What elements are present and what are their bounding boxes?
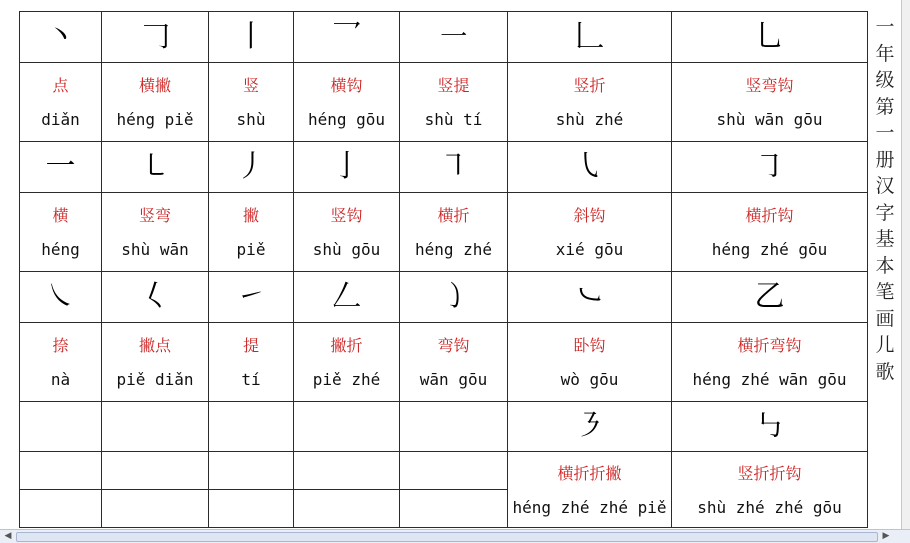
stroke-pinyin: shù wān — [121, 240, 189, 259]
stroke-info-cell — [294, 193, 400, 272]
stroke-glyph: 𡿨 — [140, 279, 170, 314]
stroke-info-cell — [400, 193, 508, 272]
stroke-glyph: 亅 — [331, 149, 362, 184]
stroke-info-cell — [294, 323, 400, 402]
title-char: 第 — [875, 95, 895, 118]
stroke-pinyin: wò gōu — [560, 370, 619, 389]
stroke-info-cell — [508, 323, 672, 402]
stroke-pinyin: piě — [236, 240, 266, 259]
stroke-name: 竖弯 — [138, 206, 171, 225]
stroke-glyph: 丨 — [236, 19, 266, 54]
empty-cell — [102, 402, 209, 452]
stroke-name: 竖弯钩 — [745, 76, 794, 95]
stroke-glyph-cell — [102, 142, 209, 193]
scroll-right-arrow-icon[interactable]: ▶ — [882, 531, 890, 541]
stroke-glyph-cell — [672, 12, 868, 63]
stroke-pinyin: shù tí — [424, 110, 483, 129]
empty-cell — [20, 490, 102, 528]
stroke-glyph-cell — [294, 12, 400, 63]
title-char: 笔 — [875, 281, 895, 303]
stroke-pinyin: piě zhé — [312, 370, 381, 389]
stroke-pinyin: shù zhé — [555, 110, 624, 129]
stroke-glyph-cell — [672, 142, 868, 193]
title-char: 字 — [875, 201, 895, 224]
stroke-glyph: 丿 — [236, 149, 266, 184]
stroke-name: 提 — [242, 336, 259, 355]
stroke-info-cell — [672, 63, 868, 142]
stroke-pinyin: héng zhé gōu — [711, 240, 828, 259]
stroke-glyph: 乙 — [754, 279, 785, 314]
title-char: 级 — [875, 69, 895, 91]
empty-cell — [209, 402, 294, 452]
stroke-pinyin: xié gōu — [555, 240, 624, 259]
stroke-glyph: ㇏ — [45, 279, 76, 314]
stroke-info-cell — [20, 323, 102, 402]
empty-cell — [400, 452, 508, 490]
stroke-name: 横折 — [437, 206, 470, 225]
stroke-glyph: 𠃋 — [331, 279, 362, 314]
empty-cell — [294, 402, 400, 452]
stroke-glyph-cell — [508, 402, 672, 452]
stroke-glyph: ㇃ — [574, 279, 605, 314]
stroke-glyph-cell — [102, 12, 209, 63]
stroke-glyph-cell — [20, 142, 102, 193]
stroke-glyph-cell — [672, 272, 868, 323]
stroke-glyph: ㇐ — [438, 19, 469, 54]
empty-cell — [400, 402, 508, 452]
stroke-glyph-cell — [294, 272, 400, 323]
stroke-glyph-cell — [102, 272, 209, 323]
stroke-glyph: 𠃊 — [574, 19, 605, 54]
title-char: 本 — [875, 254, 895, 277]
stroke-info-cell — [102, 63, 209, 142]
stroke-info-cell — [508, 63, 672, 142]
stroke-info-cell — [102, 323, 209, 402]
stroke-name: 弯钩 — [437, 336, 470, 355]
stroke-glyph: ㇀ — [236, 279, 266, 314]
stroke-name: 捺 — [52, 336, 69, 355]
stroke-pinyin: shù zhé zhé gōu — [697, 497, 842, 517]
stroke-glyph: 乛 — [331, 19, 362, 54]
vertical-scrollbar[interactable] — [901, 0, 910, 529]
stroke-glyph: ㇉ — [754, 408, 785, 444]
stroke-name: 横折钩 — [745, 206, 794, 225]
stroke-name: 竖钩 — [330, 206, 363, 225]
stroke-name: 横折折撇 — [557, 463, 622, 483]
stroke-glyph-cell — [400, 272, 508, 323]
stroke-glyph: 𠃌 — [140, 19, 170, 54]
stroke-glyph: ㇁ — [438, 279, 469, 314]
info-row-2 — [20, 193, 868, 272]
stroke-name: 横钩 — [330, 76, 363, 95]
stroke-glyph-cell — [20, 272, 102, 323]
title-char: 儿 — [875, 334, 895, 356]
stroke-pinyin: shù — [236, 110, 266, 129]
info-row-1 — [20, 63, 868, 142]
empty-cell — [102, 452, 209, 490]
info-row-3 — [20, 323, 868, 402]
glyph-row-1 — [20, 12, 868, 63]
stroke-glyph: 乚 — [754, 19, 785, 54]
scrollbar-thumb[interactable] — [16, 532, 878, 542]
stroke-info-cell — [209, 63, 294, 142]
stroke-glyph: 一 — [45, 149, 76, 184]
stroke-name: 点 — [52, 76, 69, 95]
glyph-row-4 — [20, 402, 868, 452]
title-char: 基 — [875, 228, 895, 250]
glyph-row-3 — [20, 272, 868, 323]
stroke-pinyin: héng — [41, 240, 80, 259]
stroke-glyph: ㇆ — [754, 149, 785, 184]
stroke-name: 竖折折钩 — [737, 463, 802, 483]
empty-cell — [294, 452, 400, 490]
stroke-pinyin: nà — [50, 370, 71, 389]
stroke-name: 竖 — [242, 76, 259, 95]
stroke-glyph: ㇋ — [574, 408, 605, 444]
stroke-glyph-cell — [209, 142, 294, 193]
stroke-info-cell — [209, 193, 294, 272]
stroke-info-cell — [672, 193, 868, 272]
stroke-glyph-cell — [508, 272, 672, 323]
empty-cell — [20, 402, 102, 452]
stroke-glyph-cell — [400, 12, 508, 63]
empty-cell — [20, 452, 102, 490]
empty-cell — [400, 490, 508, 528]
title-char: 年 — [875, 42, 895, 65]
stroke-info-cell — [508, 452, 672, 528]
empty-cell — [209, 452, 294, 490]
stroke-glyph-cell — [209, 12, 294, 63]
stroke-name: 竖折 — [573, 76, 606, 95]
stroke-pinyin: shù wān gōu — [716, 110, 823, 129]
stroke-name: 横撇 — [138, 76, 171, 95]
stroke-glyph: ㇕ — [438, 149, 469, 184]
strokes-table — [19, 11, 868, 528]
stroke-pinyin: piě diǎn — [116, 370, 194, 389]
stroke-info-cell — [400, 323, 508, 402]
stroke-name: 撇点 — [138, 336, 171, 355]
empty-cell — [294, 490, 400, 528]
stroke-pinyin: héng zhé wān gōu — [692, 370, 847, 389]
glyph-row-2 — [20, 142, 868, 193]
stroke-info-cell — [20, 63, 102, 142]
stroke-pinyin: wān gōu — [419, 370, 488, 389]
title-char: 一 — [875, 122, 895, 144]
stroke-info-cell — [102, 193, 209, 272]
stroke-glyph-cell — [508, 12, 672, 63]
stroke-info-cell — [508, 193, 672, 272]
stroke-info-cell — [672, 452, 868, 528]
stroke-glyph-cell — [20, 12, 102, 63]
scroll-left-arrow-icon[interactable]: ◀ — [4, 531, 12, 541]
stroke-info-cell — [294, 63, 400, 142]
stroke-glyph: 丶 — [45, 19, 76, 54]
stroke-pinyin: héng zhé — [414, 240, 493, 259]
title-char: 歌 — [875, 360, 895, 383]
stroke-pinyin: shù gōu — [312, 240, 381, 259]
stroke-info-cell — [209, 323, 294, 402]
horizontal-scrollbar[interactable] — [0, 529, 910, 543]
stroke-info-cell — [400, 63, 508, 142]
stroke-name: 竖提 — [437, 76, 470, 95]
stroke-glyph: ㇂ — [574, 149, 605, 184]
title-char: 册 — [875, 148, 895, 171]
stroke-name: 横 — [52, 206, 69, 225]
stroke-name: 横折弯钩 — [737, 336, 802, 355]
stroke-name: 撇 — [242, 206, 259, 225]
stroke-name: 斜钩 — [573, 206, 606, 225]
stroke-name: 撇折 — [330, 336, 363, 355]
stroke-pinyin: diǎn — [41, 110, 80, 129]
empty-cell — [102, 490, 209, 528]
empty-cell — [209, 490, 294, 528]
stroke-glyph-cell — [400, 142, 508, 193]
stroke-pinyin: héng zhé zhé piě — [512, 497, 667, 517]
stroke-glyph-cell — [672, 402, 868, 452]
vertical-title — [871, 14, 899, 385]
stroke-glyph: ㇄ — [140, 149, 170, 184]
title-char: 画 — [875, 307, 895, 330]
title-char: 一 — [875, 16, 895, 38]
title-char: 汉 — [875, 175, 895, 197]
stroke-glyph-cell — [508, 142, 672, 193]
stroke-info-cell — [20, 193, 102, 272]
stroke-info-cell — [672, 323, 868, 402]
stroke-glyph-cell — [209, 272, 294, 323]
stroke-pinyin: tí — [241, 370, 261, 389]
stroke-pinyin: héng piě — [116, 110, 194, 129]
info-row-4 — [20, 452, 868, 490]
stroke-glyph-cell — [294, 142, 400, 193]
stroke-pinyin: héng gōu — [307, 110, 386, 129]
stroke-name: 卧钩 — [573, 336, 606, 355]
